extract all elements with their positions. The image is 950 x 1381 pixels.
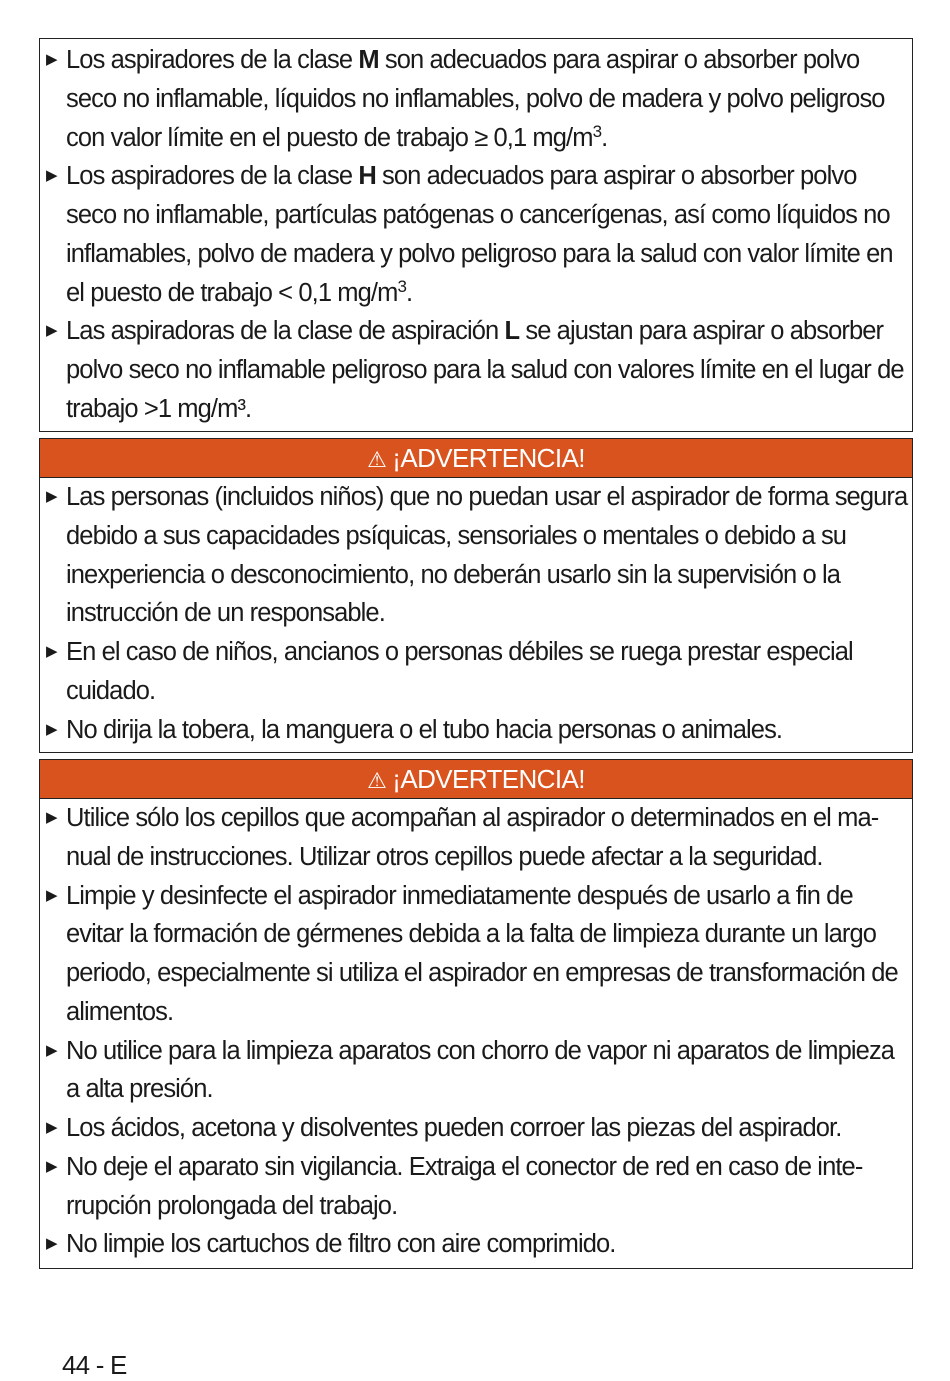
warning-box-1: [39, 438, 913, 753]
triangle-bullet-icon: ▶: [46, 51, 57, 68]
warning-list: [40, 478, 912, 749]
item-text: son adecuados para aspirar o absorber polvo seco no inflamable, líquidos no inflamables, polvo de madera y polvo peligroso con valor límite en el puesto de trabajo ≥ 0,1 mg/m: [66, 46, 885, 152]
list-item: [40, 633, 912, 711]
class-letter: L: [504, 317, 520, 346]
suction-class-list: [40, 41, 912, 429]
triangle-bullet-icon: ▶: [46, 1235, 57, 1253]
warning-title: ¡ADVERTENCIA!: [392, 443, 585, 473]
triangle-bullet-icon: ▶: [46, 488, 57, 505]
item-text: Utilice sólo los cepillos que acompañan al aspirador o determinados en el ma-nual de instrucciones. Utilizar otros cepillos puede afectar a la seguridad.: [66, 804, 879, 871]
item-text: En el caso de niños, ancianos o personas débiles se ruega prestar especial cuidado.: [66, 638, 853, 705]
warning-header: [40, 439, 912, 478]
item-text: Las aspiradoras de la clase de aspiración: [66, 317, 505, 346]
item-text: Los ácidos, acetona y disolventes pueden corroer las piezas del aspirador.: [66, 1114, 842, 1143]
list-item-class-m: [40, 41, 912, 157]
warning-triangle-icon: ⚠: [367, 768, 387, 793]
triangle-bullet-icon: ▶: [46, 886, 57, 904]
item-text: Los aspiradores de la clase: [66, 162, 359, 191]
warning-header: [40, 760, 912, 799]
list-item: [40, 799, 912, 877]
triangle-bullet-icon: ▶: [46, 809, 57, 826]
list-item: [40, 1109, 912, 1148]
triangle-bullet-icon: ▶: [46, 1041, 57, 1059]
item-text: No limpie los cartuchos de filtro con aire comprimido.: [66, 1230, 616, 1259]
list-item: [40, 877, 912, 1032]
superscript: 3: [397, 276, 407, 296]
list-item: [40, 1225, 912, 1264]
page-number: 44 - E: [62, 1350, 127, 1380]
item-text: .: [601, 123, 608, 152]
superscript: 3: [592, 121, 602, 141]
triangle-bullet-icon: ▶: [46, 643, 57, 661]
item-text: Las personas (incluidos niños) que no puedan usar el aspirador de forma segura debido a sus capacidades psíquicas, sensoriales o mentales o debido a su inexperiencia o desconocimiento, no deberán usarlo sin la supervisión o la instrucción de un responsable.: [66, 483, 908, 628]
class-letter: H: [358, 162, 376, 191]
item-text: se ajustan para aspirar o absorber polvo seco no inflamable peligroso para la salud con valores límite en el lugar de trabajo >1 mg/m³.: [66, 317, 904, 423]
list-item-class-l: [40, 312, 912, 428]
info-box-suction-classes: [39, 38, 913, 432]
item-text: son adecuados para aspirar o absorber polvo seco no inflamable, partículas patógenas o cancerígenas, así como líquidos no inflamables, polvo de madera y polvo peligroso para la salud con valor límite en el puesto de trabajo < 0,1 mg/m: [66, 162, 893, 307]
class-letter: M: [358, 46, 379, 74]
warning-triangle-icon: ⚠: [367, 447, 387, 472]
triangle-bullet-icon: ▶: [46, 1119, 57, 1137]
item-text: Limpie y desinfecte el aspirador inmediatamente después de usarlo a fin de evitar la formación de gérmenes debida a la falta de limpieza durante un largo periodo, especialmente si utiliza el aspirador en empresas de transformación de alimentos.: [66, 881, 898, 1026]
triangle-bullet-icon: ▶: [46, 1157, 57, 1175]
warning-title: ¡ADVERTENCIA!: [392, 764, 585, 794]
warning-box-2: [39, 759, 913, 1269]
item-text: No dirija la tobera, la manguera o el tubo hacia personas o animales.: [66, 715, 783, 744]
item-text: Los aspiradores de la clase: [66, 46, 359, 74]
triangle-bullet-icon: ▶: [46, 167, 57, 185]
triangle-bullet-icon: ▶: [46, 322, 57, 340]
list-item: [40, 1148, 912, 1226]
item-text: .: [406, 278, 413, 307]
list-item-class-h: [40, 157, 912, 312]
warning-list: [40, 799, 912, 1264]
list-item: [40, 478, 912, 633]
item-text: No utilice para la limpieza aparatos con chorro de vapor ni aparatos de limpieza a alta presión.: [66, 1036, 895, 1104]
triangle-bullet-icon: ▶: [46, 720, 57, 738]
list-item: [40, 711, 912, 750]
item-text: No deje el aparato sin vigilancia. Extraiga el conector de red en caso de inte-rrupción prolongada del trabajo.: [66, 1152, 863, 1220]
list-item: [40, 1032, 912, 1110]
